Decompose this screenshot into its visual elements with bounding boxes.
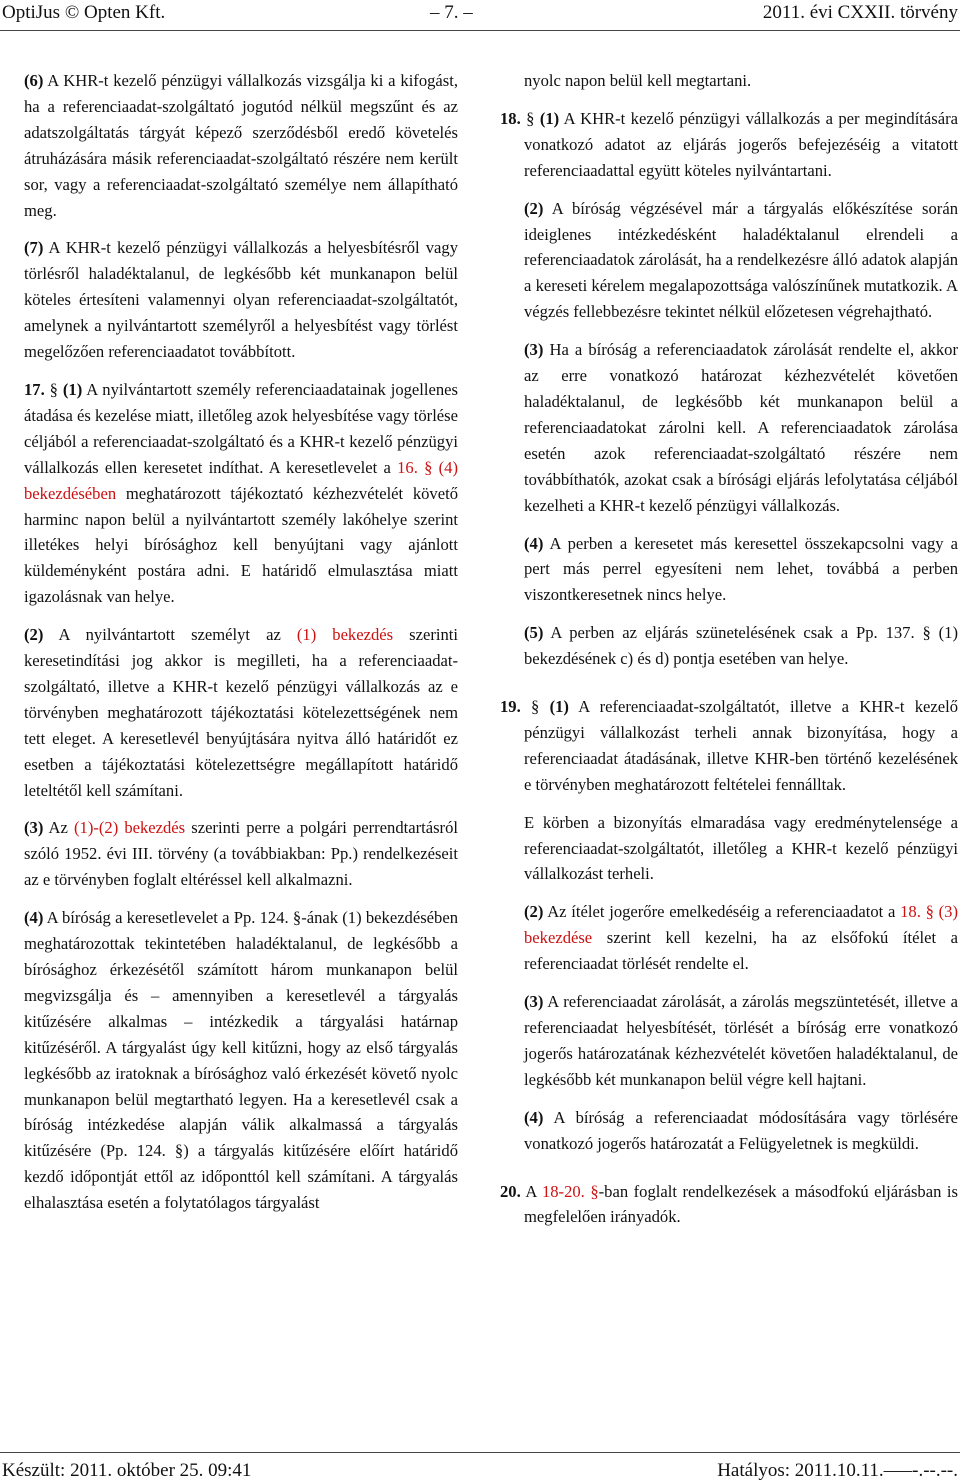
section-19-1 xyxy=(500,694,958,798)
section-19-1-continued: E körben a bizonyítás elmaradása vagy eredménytelensége a referenciaadat-szolgáltatót, illetőleg a KHR-t kezelő pénzügyi vállalkozást terheli. xyxy=(524,812,958,884)
paragraph-text: A referenciaadat zárolását, a zárolás megszüntetését, illetve a referenciaadat helyesbítését, törlését a bíróság erre vonatkozó jogerős határozatának kézhezvételét követően haladéktalanul, de legkésőbb két munkanapon belül végre kell hajtani. xyxy=(524,992,958,1089)
footer-created: Készült: 2011. október 25. 09:41 xyxy=(2,1460,252,1481)
paragraph-text: A perben az eljárás szünetelésének csak a Pp. 137. § (1) bekezdésének c) és d) pontja esetében van helye. xyxy=(524,623,958,669)
paragraph-number: (2) xyxy=(524,902,544,922)
paragraph-text: A xyxy=(520,1181,542,1201)
section-20 xyxy=(500,1179,958,1231)
paragraph-text: A KHR-t kezelő pénzügyi vállalkozás vizsgálja ki a kifogást, ha a referenciaadat-szolgáltató jogutód nélkül megszűnt és az adatszolgáltatás tárgyát képező szerződésből eredő követelés átruházására másik referenciaadat-szolgáltató részére nem került sor, vagy a referenciaadat-szolgáltató személye nem állapítható meg. xyxy=(24,71,458,220)
paragraph-text: A referenciaadat-szolgáltatót, illetve a KHR-t kezelő pénzügyi vállalkozást terheli annak bizonyítása, hogy a referenciaadat átadásának, illetve KHR-ben történő kezelésének e törvényben meghatározott feltételei fennálltak. xyxy=(524,697,959,794)
paragraph-text: Az xyxy=(43,818,74,838)
paragraph-text: szerinti keresetindítási jog akkor is megilleti, ha a referenciaadat-szolgáltató, illetve a KHR-t kezelő pénzügyi vállalkozás az e törvényben meghatározott tájékoztatási kötelezettségének nem tett eleget. A keresetlevél benyújtására nyitva álló határidőt ez esetben a tájékoztatási kötelezettségre megállapított határidő leteltétől kell számítani. xyxy=(24,625,458,800)
section-17-1 xyxy=(24,377,458,610)
right-column xyxy=(500,68,958,1242)
header-page-number: – 7. – xyxy=(430,2,473,23)
left-column xyxy=(24,68,458,1228)
footer-rule xyxy=(0,1452,960,1453)
reference-link[interactable]: (1)-(2) bekezdés xyxy=(74,818,186,838)
paragraph-number: (6) xyxy=(24,71,44,90)
section-number: 18. xyxy=(500,108,521,128)
footer-effective: Hatályos: 2011.10.11.–––-.--.--. xyxy=(717,1460,958,1481)
paragraph-text: A nyilvántartott személy referenciaadatainak jogellenes átadása és kezelése miatt, illetőleg azok helyesbítése vagy törlése céljából a referenciaadat-szolgáltató és a KHR-t kezelő pénzügyi vállalkozás ellen keresetet indíthat. A keresetlevelet a xyxy=(24,379,458,477)
section-17-4 xyxy=(24,905,458,1216)
section-18-3 xyxy=(500,337,958,518)
paragraph-text: A bíróság a referenciaadat módosítására vagy törlésére vonatkozó jogerős határozatát a Felügyeletnek is megküldi. xyxy=(524,1107,958,1153)
page-header xyxy=(0,0,960,30)
section-19-2 xyxy=(500,899,958,977)
section-19-3 xyxy=(500,989,958,1093)
paragraph-text: -ban foglalt rendelkezések a másodfokú eljárásban is megfelelően irányadók. xyxy=(524,1181,958,1227)
paragraph-text: A perben a keresetet más keresettel összekapcsolni vagy a pert más perrel egyesíteni nem lehet, továbbá a perben viszontkeresetnek nincs helye. xyxy=(524,533,958,605)
header-publisher: OptiJus © Opten Kft. xyxy=(2,2,166,23)
paragraph-number: (3) xyxy=(524,992,544,1012)
paragraph-text: Ha a bíróság a referenciaadatok zárolását rendelte el, akkor az erre vonatkozó határozat kézhezvételét követően haladéktalanul, de legkésőbb két munkanapon belül a referenciaadatokat zárolni kell. A referenciaadatok zárolása esetén azok referenciaadat-szolgáltató részére nem továbbíthatók, azokat csak a bírósági eljárás lefolytatása céljából kezelheti a KHR-t kezelő pénzügyi vállalkozás. xyxy=(524,340,958,515)
paragraph-number: (5) xyxy=(524,623,544,643)
paragraph-text: A nyilvántartott személyt az xyxy=(43,625,297,645)
section-number: 20. xyxy=(500,1181,521,1201)
paragraph-number: (1) xyxy=(62,379,83,399)
section-sign: § xyxy=(520,108,540,128)
paragraph-number: (4) xyxy=(524,1107,544,1127)
reference-link[interactable]: (1) bekezdés xyxy=(296,625,394,645)
section-18-4 xyxy=(500,531,958,609)
paragraph-text: A bíróság végzésével már a tárgyalás előkészítése során ideiglenes intézkedésként haladéktalanul elrendeli a referenciaadatok zárolását, ha a rendelkezésre álló adatok alapján a kereseti kérelem megalapozottsága valószínűnek mutatkozik. A végzés fellebbezésre tekintet nélkül előzetesen végrehajtható. xyxy=(524,198,958,322)
paragraph-number: (4) xyxy=(524,533,544,553)
paragraph-text: szerinti perre a polgári perrendtartásról szóló 1952. évi III. törvény (a továbbiakban: Pp.) rendelkezéseit az e törvényben foglalt eltéréssel kell alkalmazni. xyxy=(24,818,458,890)
paragraph-number: (4) xyxy=(24,908,44,928)
paragraph-text: Az ítélet jogerőre emelkedéséig a referenciaadatot a xyxy=(543,902,901,922)
paragraph-16-6 xyxy=(24,68,458,223)
section-18-5 xyxy=(500,620,958,672)
section-number: 17. xyxy=(24,379,45,399)
header-law-title: 2011. évi CXXII. törvény xyxy=(762,2,958,23)
paragraph-text: A KHR-t kezelő pénzügyi vállalkozás a per megindítására vonatkozó adatot az eljárás jogerős befejezéséig a vitatott referenciaadattal együtt köteles nyilvántartani. xyxy=(524,108,958,180)
paragraph-number: (2) xyxy=(24,625,44,645)
header-rule xyxy=(0,30,960,31)
paragraph-text: szerint kell kezelni, ha az elsőfokú ítélet a referenciaadat törlését rendelte el. xyxy=(524,928,958,974)
reference-link[interactable]: 18. § (3) bekezdése xyxy=(524,902,958,948)
paragraph-number: (3) xyxy=(524,340,544,360)
section-19-4 xyxy=(500,1105,958,1157)
section-sign: § xyxy=(520,697,550,717)
section-number: 19. xyxy=(500,697,521,717)
paragraph-number: (7) xyxy=(24,238,44,258)
paragraph-number: (1) xyxy=(549,697,569,717)
paragraph-number: (1) xyxy=(539,108,560,128)
paragraph-text: A bíróság a keresetlevelet a Pp. 124. §-ának (1) bekezdésében meghatározottak tekintetében haladéktalanul, de legkésőbb a bírósághoz érkezésétől számított három munkanapon belül megvizsgálja és – amennyiben a keresetlevél a tárgyalás kitűzésére alkalmas – intézkedik a tárgyalási határnap kitűzéséről. A tárgyalást úgy kell kitűzni, hogy az első tárgyalás legkésőbb az iratoknak a bírósághoz való érkezését követő nyolc munkanapon belül megtartható legyen. Ha a keresetlevél csak a bíróság intézkedése alapján válik alkalmassá a tárgyalás kitűzésére (Pp. 124. §) a tárgyalás kitűzésére előírt határidő kezdő időpontját ettől az időponttól kell számítani. A tárgyalás elhalasztása esetén a folytatólagos tárgyalást xyxy=(24,908,458,1213)
reference-link[interactable]: 18-20. § xyxy=(541,1181,599,1201)
paragraph-text: meghatározott tájékoztató kézhezvételét követő harminc napon belül a nyilvántartott személy lakóhelye szerint illetékes helyi bírósághoz kell benyújtani vagy ajánlott küldeményként postára adni. E határidő elmulasztása miatt igazolásnak van helye. xyxy=(24,483,458,607)
paragraph-number: (2) xyxy=(524,198,544,218)
paragraph-number: (3) xyxy=(24,818,44,838)
section-17-4-continued: nyolc napon belül kell megtartani. xyxy=(524,71,752,90)
section-18-2 xyxy=(500,196,958,326)
section-sign: § xyxy=(44,379,63,399)
reference-link[interactable]: 16. § (4) bekezdésében xyxy=(24,457,458,503)
section-17-2 xyxy=(24,622,458,803)
section-17-3 xyxy=(24,815,458,893)
paragraph-16-7 xyxy=(24,235,458,365)
paragraph-text: A KHR-t kezelő pénzügyi vállalkozás a helyesbítésről vagy törlésről haladéktalanul, de legkésőbb két munkanapon belül köteles értesíteni valamennyi olyan referenciaadat-szolgáltatót, amelynek a nyilvántartott személyről a helyesbítést vagy törlést megelőzően referenciaadatot továbbított. xyxy=(24,238,458,362)
section-18-1 xyxy=(500,106,958,184)
